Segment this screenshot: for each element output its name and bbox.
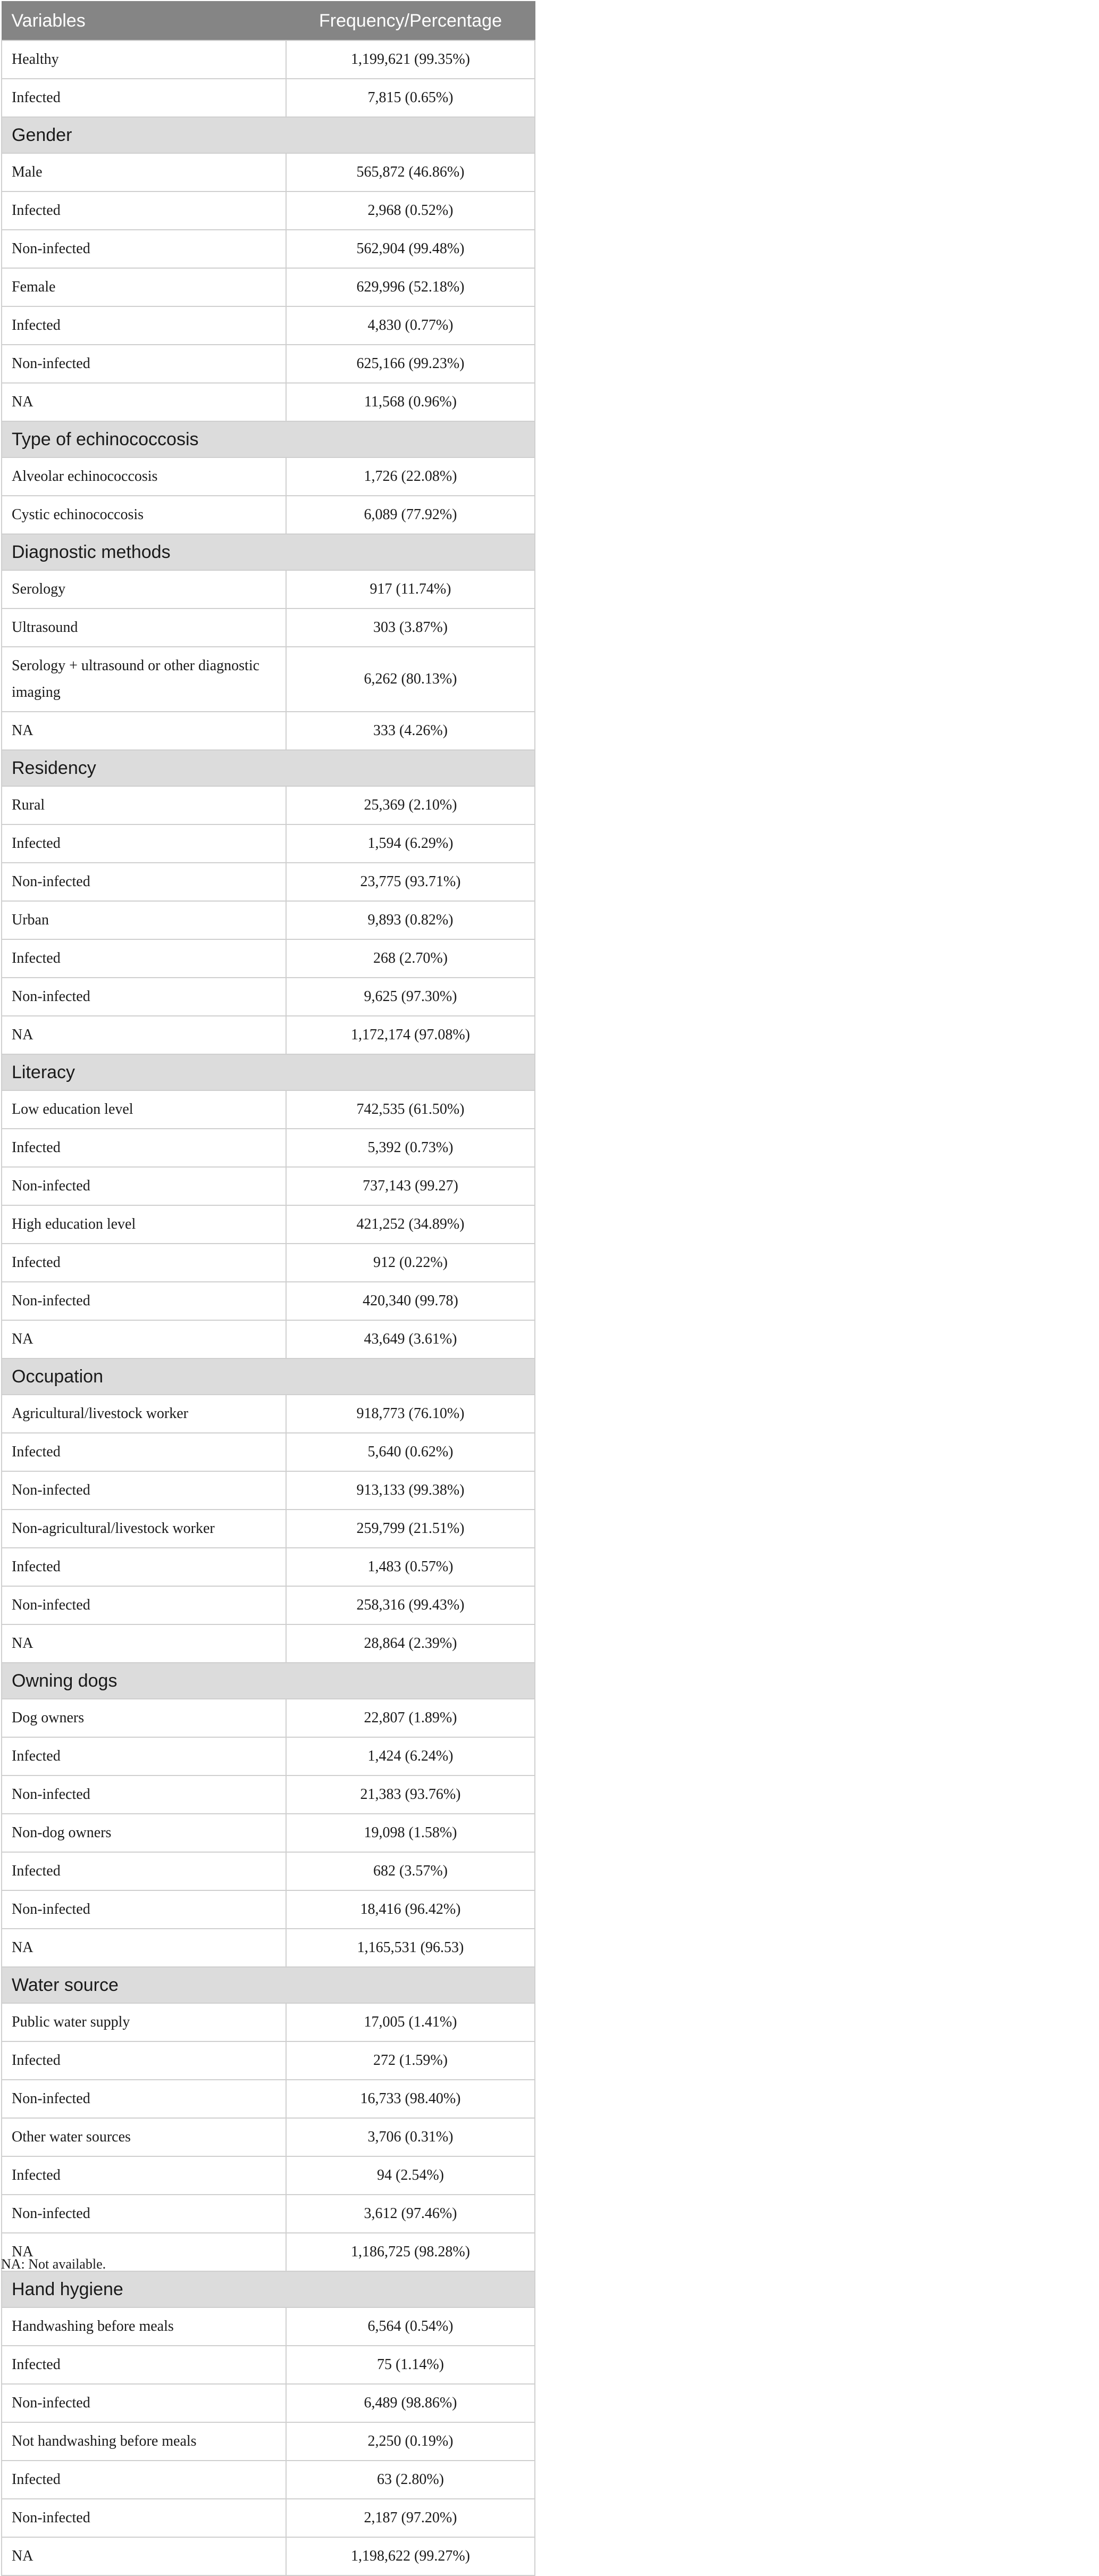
table-row bbox=[2, 2195, 535, 2233]
row-variable-label: Ultrasound bbox=[2, 608, 286, 647]
row-variable-label: Infected bbox=[2, 824, 286, 863]
row-frequency-value: 1,483 (0.57%) bbox=[286, 1548, 535, 1586]
row-variable-label: Non-infected bbox=[2, 1471, 286, 1510]
row-frequency-value: 18,416 (96.42%) bbox=[286, 1890, 535, 1929]
row-frequency-value: 9,625 (97.30%) bbox=[286, 978, 535, 1016]
row-variable-label: Non-infected bbox=[2, 230, 286, 268]
row-variable-label: NA bbox=[2, 1016, 286, 1054]
row-frequency-value: 63 (2.80%) bbox=[286, 2461, 535, 2499]
row-frequency-value: 1,199,621 (99.35%) bbox=[286, 40, 535, 79]
row-variable-label: Healthy bbox=[2, 40, 286, 79]
table-row bbox=[2, 863, 535, 901]
row-variable-label: Infected bbox=[2, 79, 286, 117]
table-row bbox=[2, 570, 535, 608]
row-variable-label: Agricultural/livestock worker bbox=[2, 1395, 286, 1433]
row-frequency-value: 17,005 (1.41%) bbox=[286, 2003, 535, 2041]
section-label: Type of echinococcosis bbox=[2, 421, 535, 457]
row-frequency-value: 3,706 (0.31%) bbox=[286, 2118, 535, 2156]
row-variable-label: Rural bbox=[2, 786, 286, 824]
row-frequency-value: 912 (0.22%) bbox=[286, 1244, 535, 1282]
table-row bbox=[2, 1624, 535, 1663]
table-row bbox=[2, 230, 535, 268]
header-variables: Variables bbox=[2, 2, 286, 41]
data-table bbox=[1, 1, 535, 2576]
row-frequency-value: 43,649 (3.61%) bbox=[286, 1320, 535, 1358]
row-variable-label: Infected bbox=[2, 2156, 286, 2195]
table-row bbox=[2, 1699, 535, 1737]
row-frequency-value: 259,799 (21.51%) bbox=[286, 1510, 535, 1548]
row-variable-label: High education level bbox=[2, 1205, 286, 1244]
table-row bbox=[2, 1090, 535, 1129]
row-frequency-value: 22,807 (1.89%) bbox=[286, 1699, 535, 1737]
row-frequency-value: 1,165,531 (96.53) bbox=[286, 1929, 535, 1967]
row-variable-label: Infected bbox=[2, 1852, 286, 1890]
row-variable-label: Non-infected bbox=[2, 345, 286, 383]
row-frequency-value: 25,369 (2.10%) bbox=[286, 786, 535, 824]
row-frequency-value: 1,726 (22.08%) bbox=[286, 457, 535, 496]
table-row bbox=[2, 40, 535, 79]
row-variable-label: Cystic echinococcosis bbox=[2, 496, 286, 534]
section-header-row bbox=[2, 1663, 535, 1699]
table-row bbox=[2, 2080, 535, 2118]
section-header-row bbox=[2, 1967, 535, 2003]
table-row bbox=[2, 383, 535, 421]
row-variable-label: Non-infected bbox=[2, 1586, 286, 1624]
table-row bbox=[2, 786, 535, 824]
row-variable-label: Serology bbox=[2, 570, 286, 608]
table-row bbox=[2, 1016, 535, 1054]
row-variable-label: NA bbox=[2, 1929, 286, 1967]
section-label: Hand hygiene bbox=[2, 2271, 535, 2307]
table-row bbox=[2, 978, 535, 1016]
table-row bbox=[2, 191, 535, 230]
row-frequency-value: 737,143 (99.27) bbox=[286, 1167, 535, 1205]
table-row bbox=[2, 1244, 535, 1282]
row-frequency-value: 6,262 (80.13%) bbox=[286, 647, 535, 712]
table-row bbox=[2, 1167, 535, 1205]
row-variable-label: Infected bbox=[2, 1433, 286, 1471]
row-variable-label: Infected bbox=[2, 2041, 286, 2080]
row-variable-label: Female bbox=[2, 268, 286, 306]
table-row bbox=[2, 939, 535, 978]
table-header-row bbox=[2, 2, 535, 41]
row-frequency-value: 28,864 (2.39%) bbox=[286, 1624, 535, 1663]
section-label: Water source bbox=[2, 1967, 535, 2003]
table-body bbox=[2, 40, 535, 2575]
table-row bbox=[2, 345, 535, 383]
section-header-row bbox=[2, 1358, 535, 1395]
table-row bbox=[2, 1282, 535, 1320]
row-variable-label: Low education level bbox=[2, 1090, 286, 1129]
section-label: Diagnostic methods bbox=[2, 534, 535, 570]
table-row bbox=[2, 153, 535, 191]
section-label: Occupation bbox=[2, 1358, 535, 1395]
row-frequency-value: 2,187 (97.20%) bbox=[286, 2499, 535, 2537]
section-label: Gender bbox=[2, 117, 535, 153]
section-header-row bbox=[2, 421, 535, 457]
row-frequency-value: 7,815 (0.65%) bbox=[286, 79, 535, 117]
row-frequency-value: 913,133 (99.38%) bbox=[286, 1471, 535, 1510]
row-frequency-value: 682 (3.57%) bbox=[286, 1852, 535, 1890]
row-frequency-value: 421,252 (34.89%) bbox=[286, 1205, 535, 1244]
section-header-row bbox=[2, 750, 535, 786]
row-variable-label: Infected bbox=[2, 191, 286, 230]
row-frequency-value: 5,640 (0.62%) bbox=[286, 1433, 535, 1471]
row-frequency-value: 917 (11.74%) bbox=[286, 570, 535, 608]
table-row bbox=[2, 2003, 535, 2041]
table-row bbox=[2, 1471, 535, 1510]
table-row bbox=[2, 268, 535, 306]
header-frequency-percentage: Frequency/Percentage bbox=[286, 2, 535, 41]
row-frequency-value: 4,830 (0.77%) bbox=[286, 306, 535, 345]
row-variable-label: Non-infected bbox=[2, 1167, 286, 1205]
row-frequency-value: 1,198,622 (99.27%) bbox=[286, 2537, 535, 2575]
data-table-container bbox=[1, 1, 534, 2576]
row-variable-label: Non-infected bbox=[2, 1282, 286, 1320]
table-row bbox=[2, 1205, 535, 1244]
row-frequency-value: 1,424 (6.24%) bbox=[286, 1737, 535, 1775]
row-frequency-value: 565,872 (46.86%) bbox=[286, 153, 535, 191]
row-variable-label: Infected bbox=[2, 1244, 286, 1282]
row-frequency-value: 420,340 (99.78) bbox=[286, 1282, 535, 1320]
row-variable-label: Dog owners bbox=[2, 1699, 286, 1737]
row-variable-label: Urban bbox=[2, 901, 286, 939]
row-variable-label: NA bbox=[2, 1624, 286, 1663]
row-frequency-value: 21,383 (93.76%) bbox=[286, 1775, 535, 1814]
table-footnote: NA: Not available. bbox=[1, 2256, 106, 2272]
section-header-row bbox=[2, 1054, 535, 1090]
row-variable-label: Handwashing before meals bbox=[2, 2307, 286, 2346]
row-variable-label: Non-infected bbox=[2, 1890, 286, 1929]
row-frequency-value: 6,564 (0.54%) bbox=[286, 2307, 535, 2346]
row-frequency-value: 918,773 (76.10%) bbox=[286, 1395, 535, 1433]
row-frequency-value: 23,775 (93.71%) bbox=[286, 863, 535, 901]
row-frequency-value: 1,594 (6.29%) bbox=[286, 824, 535, 863]
table-row bbox=[2, 1395, 535, 1433]
row-variable-label: Infected bbox=[2, 1737, 286, 1775]
row-frequency-value: 6,489 (98.86%) bbox=[286, 2384, 535, 2422]
table-row bbox=[2, 1129, 535, 1167]
section-header-row bbox=[2, 2271, 535, 2307]
section-label: Residency bbox=[2, 750, 535, 786]
row-variable-label: Non-infected bbox=[2, 2499, 286, 2537]
table-row bbox=[2, 2346, 535, 2384]
row-frequency-value: 1,172,174 (97.08%) bbox=[286, 1016, 535, 1054]
row-frequency-value: 19,098 (1.58%) bbox=[286, 1814, 535, 1852]
table-row bbox=[2, 2422, 535, 2461]
table-row bbox=[2, 1890, 535, 1929]
section-header-row bbox=[2, 534, 535, 570]
row-variable-label: Non-infected bbox=[2, 2384, 286, 2422]
row-variable-label: Not handwashing before meals bbox=[2, 2422, 286, 2461]
row-frequency-value: 268 (2.70%) bbox=[286, 939, 535, 978]
row-frequency-value: 2,968 (0.52%) bbox=[286, 191, 535, 230]
table-row bbox=[2, 1320, 535, 1358]
row-frequency-value: 742,535 (61.50%) bbox=[286, 1090, 535, 1129]
row-frequency-value: 75 (1.14%) bbox=[286, 2346, 535, 2384]
row-frequency-value: 1,186,725 (98.28%) bbox=[286, 2233, 535, 2271]
row-variable-label: Non-infected bbox=[2, 863, 286, 901]
row-variable-label: Alveolar echinococcosis bbox=[2, 457, 286, 496]
table-row bbox=[2, 2537, 535, 2575]
table-row bbox=[2, 2118, 535, 2156]
row-frequency-value: 5,392 (0.73%) bbox=[286, 1129, 535, 1167]
row-frequency-value: 9,893 (0.82%) bbox=[286, 901, 535, 939]
table-row bbox=[2, 1737, 535, 1775]
row-frequency-value: 2,250 (0.19%) bbox=[286, 2422, 535, 2461]
row-variable-label: Other water sources bbox=[2, 2118, 286, 2156]
row-variable-label: Non-infected bbox=[2, 2080, 286, 2118]
table-row bbox=[2, 901, 535, 939]
table-row bbox=[2, 2156, 535, 2195]
row-variable-label: Non-infected bbox=[2, 2195, 286, 2233]
table-row bbox=[2, 1586, 535, 1624]
row-variable-label: Infected bbox=[2, 2346, 286, 2384]
table-row bbox=[2, 79, 535, 117]
table-row bbox=[2, 1775, 535, 1814]
row-frequency-value: 16,733 (98.40%) bbox=[286, 2080, 535, 2118]
row-frequency-value: 625,166 (99.23%) bbox=[286, 345, 535, 383]
row-variable-label: Male bbox=[2, 153, 286, 191]
row-variable-label: Infected bbox=[2, 2461, 286, 2499]
row-variable-label: Public water supply bbox=[2, 2003, 286, 2041]
row-variable-label: NA bbox=[2, 1320, 286, 1358]
row-frequency-value: 258,316 (99.43%) bbox=[286, 1586, 535, 1624]
table-row bbox=[2, 1852, 535, 1890]
table-row bbox=[2, 2307, 535, 2346]
table-row bbox=[2, 647, 535, 712]
row-frequency-value: 303 (3.87%) bbox=[286, 608, 535, 647]
table-row bbox=[2, 1433, 535, 1471]
section-header-row bbox=[2, 117, 535, 153]
row-variable-label: Non-dog owners bbox=[2, 1814, 286, 1852]
row-variable-label: NA bbox=[2, 2537, 286, 2575]
row-variable-label: NA bbox=[2, 712, 286, 750]
row-frequency-value: 562,904 (99.48%) bbox=[286, 230, 535, 268]
table-row bbox=[2, 1510, 535, 1548]
row-variable-label: Non-infected bbox=[2, 1775, 286, 1814]
row-variable-label: Non-agricultural/livestock worker bbox=[2, 1510, 286, 1548]
row-variable-label: NA bbox=[2, 383, 286, 421]
row-frequency-value: 94 (2.54%) bbox=[286, 2156, 535, 2195]
row-frequency-value: 3,612 (97.46%) bbox=[286, 2195, 535, 2233]
table-row bbox=[2, 2384, 535, 2422]
table-row bbox=[2, 2461, 535, 2499]
row-frequency-value: 272 (1.59%) bbox=[286, 2041, 535, 2080]
row-frequency-value: 629,996 (52.18%) bbox=[286, 268, 535, 306]
section-label: Literacy bbox=[2, 1054, 535, 1090]
table-row bbox=[2, 457, 535, 496]
table-row bbox=[2, 306, 535, 345]
table-row bbox=[2, 608, 535, 647]
row-frequency-value: 333 (4.26%) bbox=[286, 712, 535, 750]
row-frequency-value: 11,568 (0.96%) bbox=[286, 383, 535, 421]
row-variable-label: Non-infected bbox=[2, 978, 286, 1016]
table-row bbox=[2, 712, 535, 750]
table-row bbox=[2, 824, 535, 863]
table-row bbox=[2, 496, 535, 534]
table-row bbox=[2, 2041, 535, 2080]
table-row bbox=[2, 1548, 535, 1586]
table-row bbox=[2, 2499, 535, 2537]
table-row bbox=[2, 1814, 535, 1852]
row-frequency-value: 6,089 (77.92%) bbox=[286, 496, 535, 534]
row-variable-label: Infected bbox=[2, 1129, 286, 1167]
row-variable-label: NA bbox=[2, 2233, 286, 2271]
row-variable-label: Infected bbox=[2, 306, 286, 345]
row-variable-label: Infected bbox=[2, 1548, 286, 1586]
section-label: Owning dogs bbox=[2, 1663, 535, 1699]
row-variable-label: Serology + ultrasound or other diagnostic imaging bbox=[2, 647, 286, 712]
row-variable-label: Infected bbox=[2, 939, 286, 978]
table-row bbox=[2, 1929, 535, 1967]
